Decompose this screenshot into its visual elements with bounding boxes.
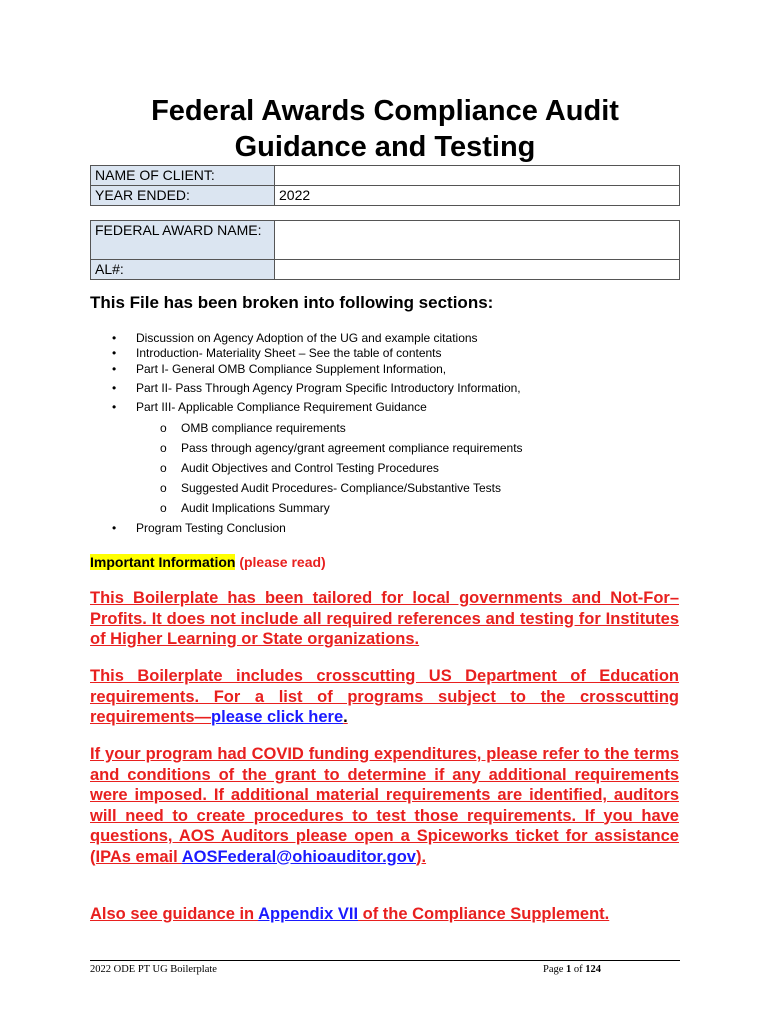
federal-award-name-value[interactable]: [275, 221, 680, 260]
appendix-notice: [90, 904, 679, 925]
sub-list-item: [136, 458, 690, 478]
subsection-text: Audit Objectives and Control Testing Procedures: [181, 461, 439, 475]
subsection-text: Audit Implications Summary: [181, 501, 330, 515]
page-prefix: Page: [543, 964, 567, 975]
bullet-icon: •: [112, 331, 117, 345]
section-text: Discussion on Agency Adoption of the UG and example citations: [136, 331, 478, 345]
appendix-text: Also see guidance in: [90, 905, 259, 923]
please-read-note: (please read): [235, 554, 326, 570]
footer-document-name: 2022 ODE PT UG Boilerplate: [90, 964, 217, 975]
page-current: 1: [566, 964, 572, 975]
list-item: [90, 362, 690, 377]
bullet-icon: •: [112, 381, 117, 395]
year-ended-label: YEAR ENDED:: [91, 186, 275, 206]
sub-bullet-icon: o: [160, 461, 167, 475]
al-number-value[interactable]: [275, 260, 680, 280]
section-text: Part III- Applicable Compliance Requirement Guidance: [136, 400, 427, 414]
sub-list-item: [136, 498, 690, 518]
crosscutting-end: .: [343, 708, 348, 726]
title-line-1: Federal Awards Compliance Audit: [151, 95, 619, 127]
client-name-value[interactable]: [275, 166, 680, 186]
important-information: [90, 554, 326, 570]
section-text: Introduction- Materiality Sheet – See the table of contents: [136, 346, 442, 360]
aos-federal-email-link[interactable]: AOSFederal@ohioauditor.gov: [181, 847, 416, 866]
footer-divider: [90, 960, 680, 961]
crosscutting-notice: [90, 666, 679, 728]
document-title: [0, 93, 770, 165]
please-click-here-link[interactable]: please click here: [211, 708, 344, 726]
section-text: Part II- Pass Through Agency Program Specific Introductory Information,: [136, 381, 521, 395]
sub-list-item: [136, 478, 690, 498]
appendix-vii-link[interactable]: Appendix VII: [258, 905, 359, 923]
client-name-label: NAME OF CLIENT:: [91, 166, 275, 186]
bullet-icon: •: [112, 346, 117, 360]
bullet-icon: •: [112, 521, 117, 535]
bullet-icon: •: [112, 362, 117, 376]
sub-list-item: [136, 418, 690, 438]
sub-list-item: [136, 438, 690, 458]
bullet-icon: •: [112, 400, 117, 414]
sections-list: [90, 331, 690, 536]
boilerplate-notice: This Boilerplate has been tailored for local governments and Not-For–Profits. It does not include all required references and testing for Institutes of Higher Learning or State organizations.: [90, 589, 679, 648]
section-text: Program Testing Conclusion: [136, 521, 286, 535]
award-info-table: [90, 220, 680, 280]
sub-bullet-icon: o: [160, 421, 167, 435]
covid-end: ).: [415, 847, 427, 866]
list-item: [90, 381, 690, 396]
page-of: of: [571, 964, 586, 975]
important-label: Important Information: [90, 554, 236, 570]
list-item: [90, 521, 690, 536]
subsection-text: Suggested Audit Procedures- Compliance/Substantive Tests: [181, 481, 501, 495]
list-item: [90, 331, 690, 346]
covid-text: If your program had COVID funding expenditures, please refer to the terms and conditions of the grant to determine if any additional requirements were imposed. If additional material requirements are identified, auditors will need to create procedures to test those requirements. If you have questions, AOS Auditors please open a Spiceworks ticket for assistance (IPAs email: [90, 745, 679, 866]
title-line-2: Guidance and Testing: [234, 131, 536, 163]
crosscutting-text: This Boilerplate includes crosscutting US Department of Education requirements. For a list of programs subject to the crosscutting requirements—: [90, 667, 679, 726]
page-total: 124: [585, 964, 602, 975]
sub-bullet-icon: o: [160, 481, 167, 495]
footer-page-number: [543, 964, 601, 975]
federal-award-name-label: FEDERAL AWARD NAME:: [91, 221, 275, 260]
sections-heading: This File has been broken into following sections:: [90, 293, 494, 312]
subsections-list: [136, 418, 690, 518]
year-ended-value[interactable]: 2022: [275, 186, 680, 206]
subsection-text: OMB compliance requirements: [181, 421, 346, 435]
client-info-table: [90, 165, 680, 206]
sub-bullet-icon: o: [160, 441, 167, 455]
subsection-text: Pass through agency/grant agreement compliance requirements: [181, 441, 523, 455]
al-number-label: AL#:: [91, 260, 275, 280]
sub-bullet-icon: o: [160, 501, 167, 515]
list-item: [90, 400, 690, 518]
list-item: [90, 346, 690, 361]
covid-notice: [90, 744, 679, 867]
appendix-end: of the Compliance Supplement.: [358, 905, 610, 923]
section-text: Part I- General OMB Compliance Supplement Information,: [136, 362, 447, 376]
